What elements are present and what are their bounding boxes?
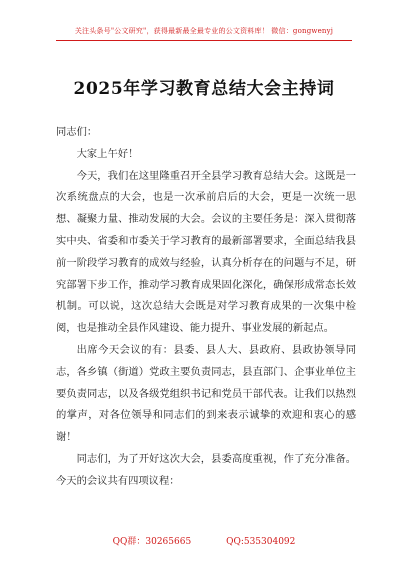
document-title: 2025年学习教育总结大会主持词	[73, 79, 335, 99]
header-banner: 关注头条号"公文研究"，获得最新最全最专业的公文资料库！ 微信：gongwenyj	[74, 27, 334, 35]
footer-qq-group: QQ群：30265665	[112, 537, 192, 547]
header-divider	[56, 40, 352, 41]
footer-contact	[0, 534, 408, 547]
document-body	[56, 122, 356, 493]
paragraph-purpose: 今天，我们在这里隆重召开全县学习教育总结大会。这既是一次系统盘点的大会，也是一次承前启后的大会，更是一次统一思想、凝聚力量、推动发展的大会。会议的主要任务是：深入贯彻落实中央、省委和市委关于学习教育的最新部署要求，全面总结我县前一阶段学习教育的成效与经验，认真分析存在的问题与不足，研究部署下步工作，推动学习教育成果固化深化，确保形成常态长效机制。可以说，这次总结大会既是对学习教育成果的一次集中检阅，也是推动全县作风建设、能力提升、事业发展的新起点。	[56, 169, 356, 335]
paragraph-agenda: 同志们，为了开好这次大会，县委高度重视，作了充分准备。今天的会议共有四项议程：	[56, 452, 356, 487]
paragraph-attendees: 出席今天会议的有：县委、县人大、县政府、县政协领导同志，各乡镇（街道）党政主要负责同志，县直部门、企事业单位主要负责同志，以及各级党组织书记和党员干部代表。让我们以热烈的掌声，对各位领导和同志们的到来表示诚挚的欢迎和衷心的感谢！	[56, 343, 356, 444]
footer-qq: QQ:535304092	[226, 537, 296, 547]
salutation: 同志们：	[56, 126, 98, 138]
paragraph-greeting: 大家上午好！	[76, 147, 139, 160]
